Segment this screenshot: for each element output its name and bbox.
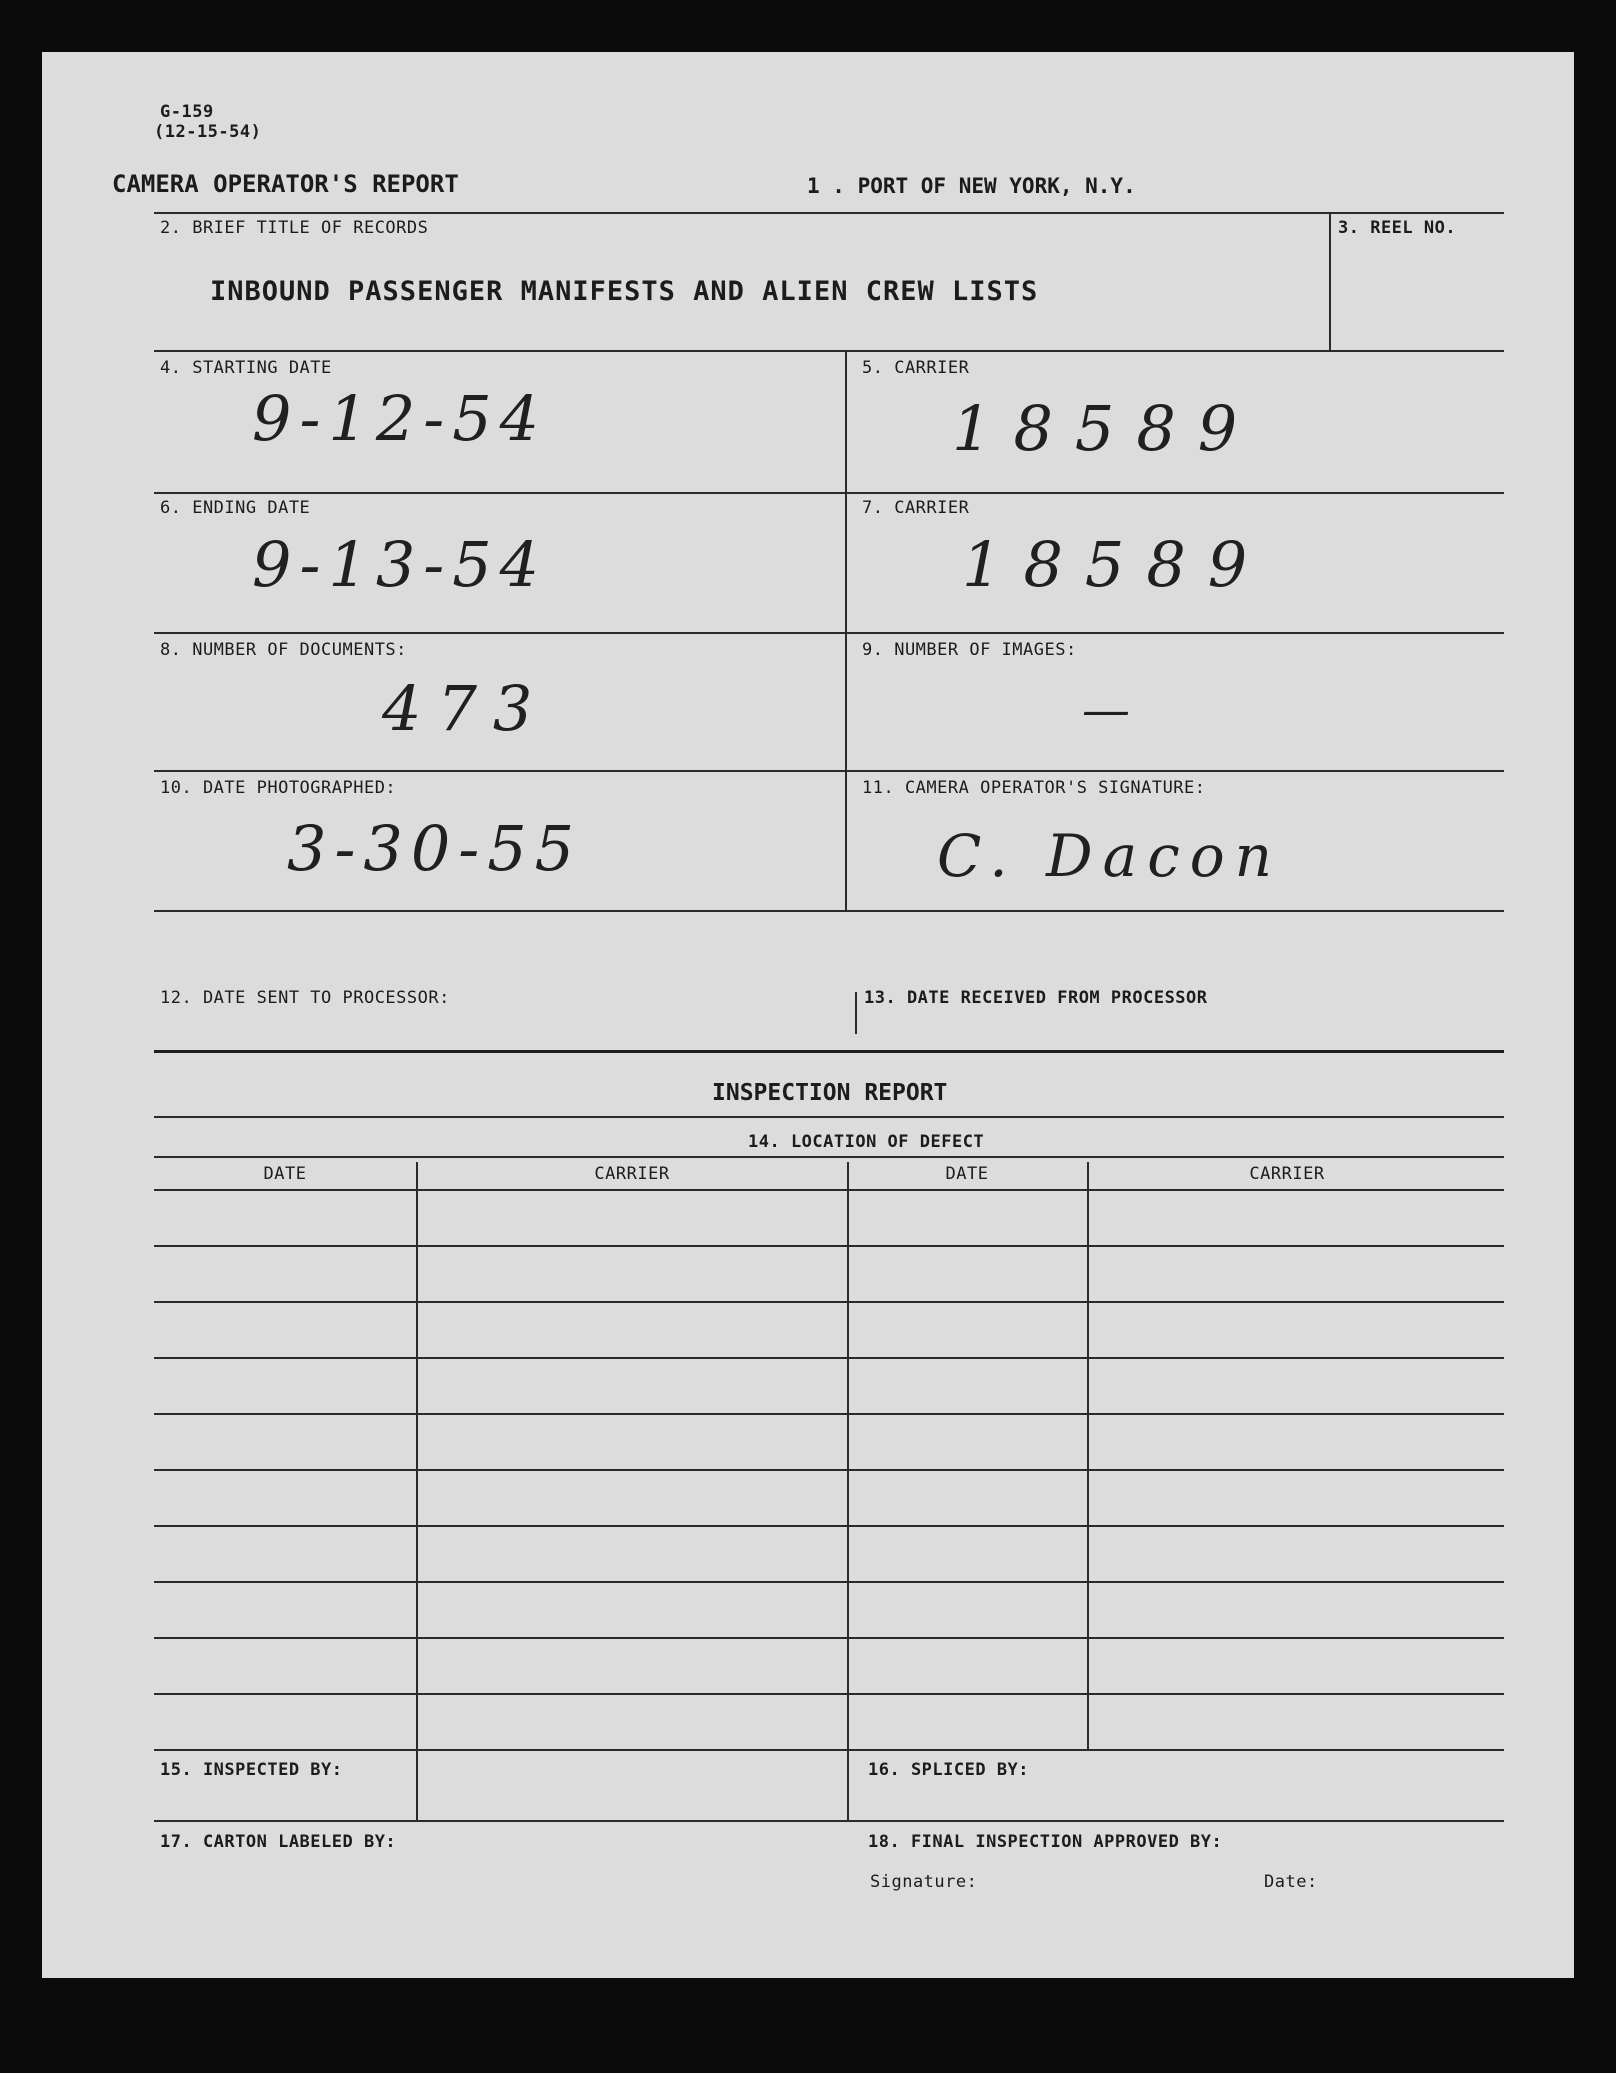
rule-7 [154, 1050, 1504, 1053]
signature-label: 11. CAMERA OPERATOR'S SIGNATURE: [862, 778, 1206, 798]
grid-col-1 [416, 1162, 418, 1822]
final-date-label: Date: [1264, 1872, 1318, 1892]
carrier7-label: 7. CARRIER [862, 498, 970, 518]
num-documents-label: 8. NUMBER OF DOCUMENTS: [160, 640, 407, 660]
rule-8 [154, 1116, 1504, 1118]
grid-row-line [154, 1301, 1504, 1303]
col-header-carrier-2: CARRIER [1249, 1164, 1325, 1184]
grid-row-line [154, 1749, 1504, 1751]
ending-date-label: 6. ENDING DATE [160, 498, 311, 518]
brief-title-label: 2. BRIEF TITLE OF RECORDS [160, 218, 429, 238]
rule-6 [154, 910, 1504, 912]
grid-row-line [154, 1581, 1504, 1583]
starting-date-label: 4. STARTING DATE [160, 358, 332, 378]
final-signature-label: Signature: [870, 1872, 978, 1892]
date-photographed-value: 3-30-55 [287, 812, 583, 885]
grid-row-line [154, 1413, 1504, 1415]
grid-row-line [154, 1637, 1504, 1639]
carrier7-value: 18589 [962, 528, 1270, 601]
date-sent-label: 12. DATE SENT TO PROCESSOR: [160, 988, 450, 1008]
location-label: 14. LOCATION OF DEFECT [748, 1132, 985, 1152]
rule-top [154, 212, 1504, 214]
grid-header-bottom [154, 1189, 1504, 1191]
signature-value: C. Dacon [937, 822, 1283, 890]
col-header-carrier-1: CARRIER [594, 1164, 670, 1184]
date-received-label: 13. DATE RECEIVED FROM PROCESSOR [864, 988, 1208, 1008]
num-documents-value: 473 [382, 672, 549, 745]
rule-4 [154, 632, 1504, 634]
ending-date-value: 9-13-54 [252, 528, 548, 601]
col-header-date-1: DATE [263, 1164, 307, 1184]
spliced-by-label: 16. SPLICED BY: [868, 1760, 1030, 1780]
form-page [42, 52, 1574, 1978]
rule-9 [154, 1820, 1504, 1822]
date-photographed-label: 10. DATE PHOTOGRAPHED: [160, 778, 397, 798]
port-label: 1 . PORT OF NEW YORK, N.Y. [807, 174, 1136, 198]
rule-2 [154, 350, 1504, 352]
form-number: G-159 [160, 102, 214, 122]
row12-divider [855, 992, 857, 1034]
grid-row-line [154, 1525, 1504, 1527]
reel-label: 3. REEL NO. [1338, 218, 1457, 238]
report-title: CAMERA OPERATOR'S REPORT [112, 170, 459, 198]
starting-date-value: 9-12-54 [252, 382, 548, 455]
grid-row-line [154, 1469, 1504, 1471]
grid-row-line [154, 1693, 1504, 1695]
center-divider [845, 350, 847, 910]
grid-col-2 [847, 1162, 849, 1822]
inspected-by-label: 15. INSPECTED BY: [160, 1760, 343, 1780]
brief-title-value: INBOUND PASSENGER MANIFESTS AND ALIEN CREW LISTS [210, 276, 1039, 307]
carrier5-value: 18589 [952, 392, 1260, 465]
inspection-heading: INSPECTION REPORT [712, 1080, 948, 1106]
num-images-label: 9. NUMBER OF IMAGES: [862, 640, 1077, 660]
reel-divider [1329, 212, 1331, 352]
rule-5 [154, 770, 1504, 772]
rule-3 [154, 492, 1504, 494]
grid-top [154, 1156, 1504, 1158]
form-date: (12-15-54) [154, 122, 262, 142]
final-inspection-label: 18. FINAL INSPECTION APPROVED BY: [868, 1832, 1223, 1852]
num-images-value: — [1082, 682, 1138, 738]
col-header-date-2: DATE [945, 1164, 989, 1184]
carton-labeled-label: 17. CARTON LABELED BY: [160, 1832, 397, 1852]
grid-row-line [154, 1245, 1504, 1247]
grid-col-3 [1087, 1162, 1089, 1750]
grid-row-line [154, 1357, 1504, 1359]
carrier5-label: 5. CARRIER [862, 358, 970, 378]
